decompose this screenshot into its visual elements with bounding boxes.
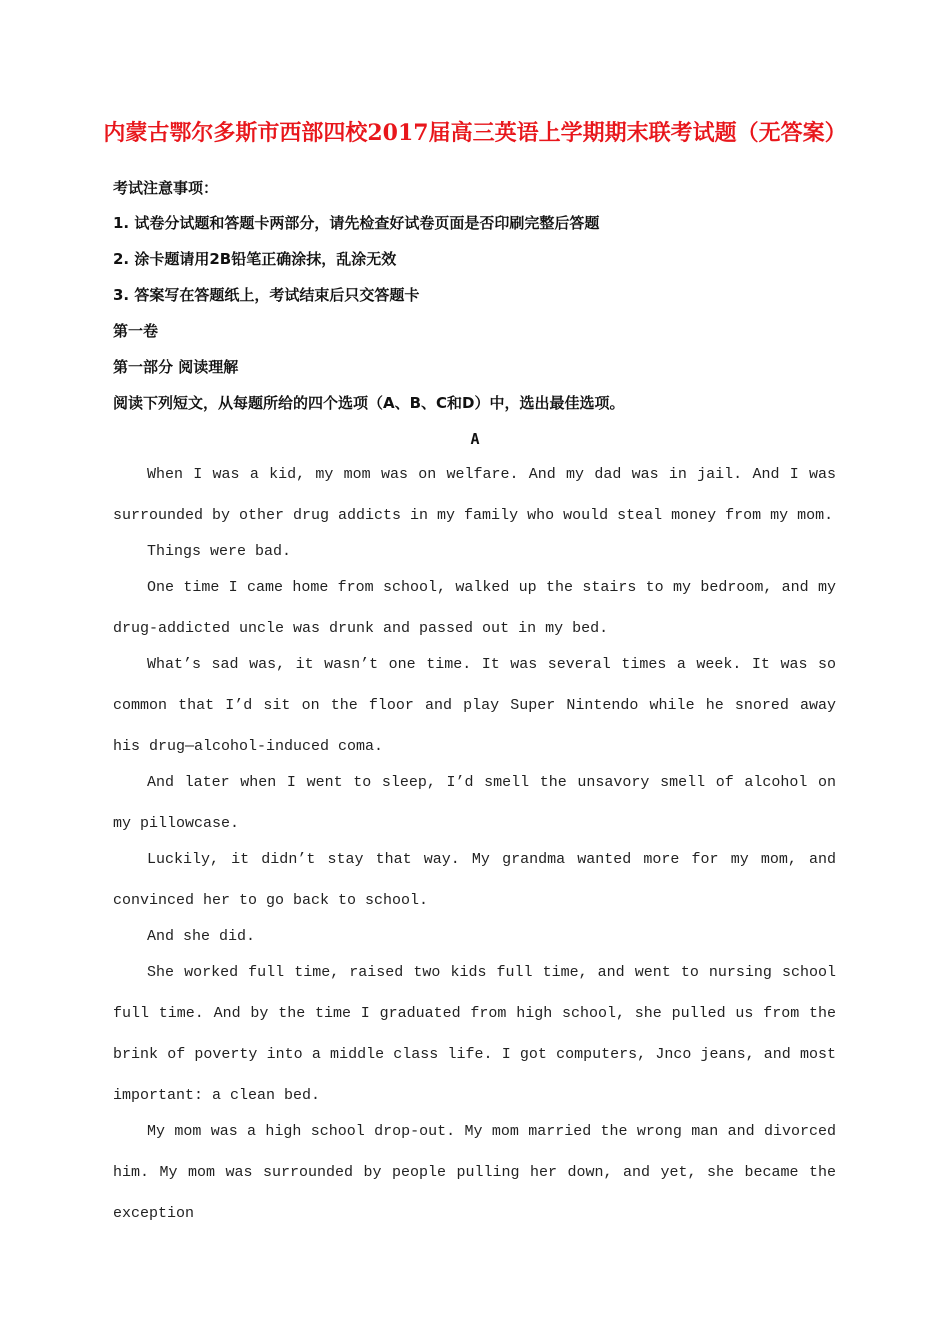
passage-paragraph: And later when I went to sleep, I’d smell the unsavory smell of alcohol on my pillowcase. xyxy=(113,774,836,832)
passage-paragraph: She worked full time, raised two kids full time, and went to nursing school full time. And by the time I graduated from high school, she pulled us from the brink of poverty into a middle class life. I got computers, Jnco jeans, and most important: a clean bed. xyxy=(113,964,836,1104)
notice-item-3: 3. 答案写在答题纸上，考试结束后只交答题卡 xyxy=(113,286,420,304)
part-heading: 第一部分 阅读理解 xyxy=(113,358,239,376)
document-title: 内蒙古鄂尔多斯市西部四校2017届高三英语上学期期末联考试题（无答案） xyxy=(103,120,847,146)
passage-paragraph: And she did. xyxy=(147,928,256,945)
section-label: A xyxy=(470,430,480,448)
passage-paragraph: What’s sad was, it wasn’t one time. It was several times a week. It was so common that I’d sit on the floor and play Super Nintendo while he snored away his drug—alcohol-induced coma. xyxy=(113,656,836,755)
passage-paragraph: Luckily, it didn’t stay that way. My grandma wanted more for my mom, and convinced her to go back to school. xyxy=(113,851,836,909)
reading-instruction: 阅读下列短文，从每题所给的四个选项（A、B、C和D）中，选出最佳选项。 xyxy=(113,394,625,412)
notice-item-1: 1. 试卷分试题和答题卡两部分，请先检查好试卷页面是否印刷完整后答题 xyxy=(113,214,600,232)
volume-heading: 第一卷 xyxy=(113,322,159,340)
reading-passage xyxy=(113,454,836,1234)
notice-item-2: 2. 涂卡题请用2B铅笔正确涂抹，乱涂无效 xyxy=(113,250,397,268)
passage-paragraph: When I was a kid, my mom was on welfare. And my dad was in jail. And I was surrounded by other drug addicts in my family who would steal money from my mom. xyxy=(113,466,836,524)
passage-paragraph: Things were bad. xyxy=(147,543,292,560)
notice-heading: 考试注意事项： xyxy=(113,179,219,197)
passage-paragraph: One time I came home from school, walked up the stairs to my bedroom, and my drug-addicted uncle was drunk and passed out in my bed. xyxy=(113,579,836,637)
passage-paragraph: My mom was a high school drop-out. My mom married the wrong man and divorced him. My mom was surrounded by people pulling her down, and yet, she became the exception xyxy=(113,1123,836,1222)
